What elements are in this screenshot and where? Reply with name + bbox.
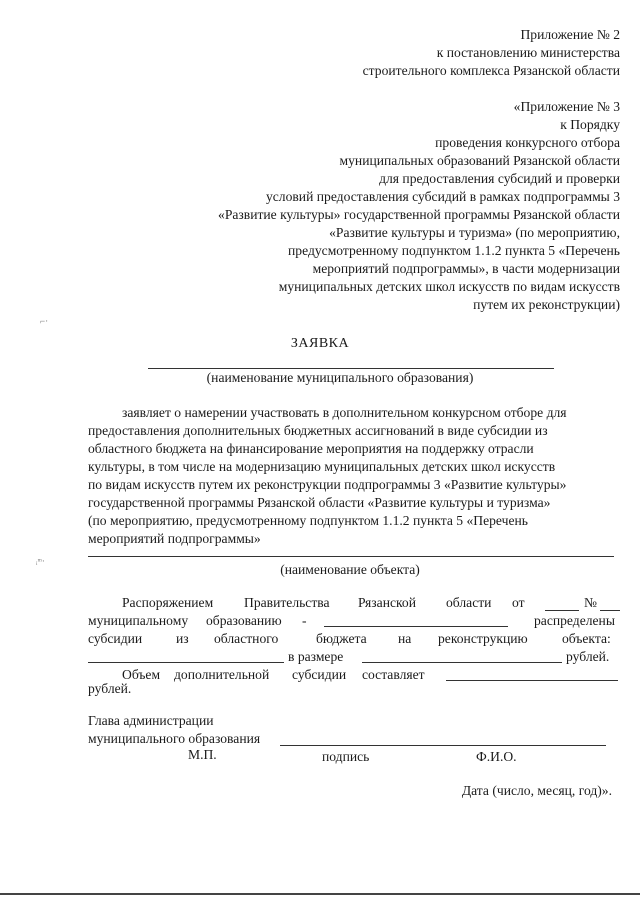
body-line: государственной программы Рязанской области «Развитие культуры и туризма» <box>88 495 551 510</box>
order-word: рублей. <box>88 681 132 696</box>
order-word: Распоряжением <box>122 595 214 610</box>
head-title: Глава администрации <box>88 713 214 728</box>
order-number-sign: № <box>584 595 597 610</box>
page-title: ЗАЯВКА <box>290 336 350 351</box>
fio-label: Ф.И.О. <box>476 749 517 764</box>
order-word: составляет <box>362 667 425 682</box>
header-line: Приложение № 2 <box>520 27 620 42</box>
order-word: бюджета <box>316 631 367 646</box>
appendix-line: условий предоставления субсидий в рамках подпрограммы 3 <box>265 189 620 204</box>
order-word: объекта: <box>562 631 611 646</box>
order-word: - <box>302 613 307 628</box>
additional-subsidy-field[interactable] <box>446 680 618 681</box>
appendix-line: муниципальных детских школ искусств по видам искусств <box>278 279 620 294</box>
appendix-line: «Развитие культуры и туризма» (по мероприятию, <box>329 225 620 240</box>
order-word: Объем <box>122 667 161 682</box>
appendix-line: предусмотренному подпунктом 1.1.2 пункта 5 «Перечень <box>288 243 620 258</box>
body-line: культуры, в том числе на модернизацию муниципальных детских школ искусств <box>88 459 556 474</box>
object-caption: (наименование объекта) <box>280 562 420 577</box>
object-field[interactable] <box>88 662 284 663</box>
order-word: в размере <box>288 649 344 664</box>
order-word: областного <box>214 631 279 646</box>
order-word: образованию <box>206 613 282 628</box>
signature-line[interactable] <box>280 745 606 746</box>
order-word: Рязанской <box>358 595 416 610</box>
page-edge <box>0 893 640 895</box>
body-line: предоставления дополнительных бюджетных ассигнований в виде субсидии из <box>88 423 548 438</box>
municipality-caption: (наименование муниципального образования) <box>206 370 474 385</box>
appendix-line: путем их реконструкции) <box>473 297 620 312</box>
order-word: субсидии <box>292 667 347 682</box>
order-word: рублей. <box>566 649 610 664</box>
municipality-field[interactable] <box>324 626 508 627</box>
order-word: Правительства <box>244 595 330 610</box>
body-line: по видам искусств путем их реконструкции подпрограммы 3 «Развитие культуры» <box>88 477 567 492</box>
amount-field[interactable] <box>362 662 562 663</box>
scan-mark: ⌐· <box>40 316 49 326</box>
appendix-line: к Порядку <box>560 117 620 132</box>
order-word: субсидии <box>88 631 143 646</box>
appendix-line: мероприятий подпрограммы», в части модернизации <box>312 261 620 276</box>
stamp-label: М.П. <box>188 747 217 762</box>
signature-label: подпись <box>322 749 370 764</box>
order-word: на <box>398 631 412 646</box>
appendix-line: «Приложение № 3 <box>513 99 620 114</box>
body-line: мероприятий подпрограммы» <box>88 531 261 546</box>
header-line: к постановлению министерства <box>436 45 620 60</box>
appendix-line: муниципальных образований Рязанской области <box>339 153 620 168</box>
object-name-line[interactable] <box>88 556 614 557</box>
order-word: реконструкцию <box>438 631 528 646</box>
head-title: муниципального образования <box>88 731 261 746</box>
header-line: строительного комплекса Рязанской области <box>362 63 620 78</box>
order-word: распределены <box>534 613 615 628</box>
appendix-line: для предоставления субсидий и проверки <box>379 171 620 186</box>
order-number-field[interactable] <box>600 610 620 611</box>
body-line: областного бюджета на финансирование мероприятия на поддержку отрасли <box>88 441 534 456</box>
appendix-line: «Развитие культуры» государственной программы Рязанской области <box>218 207 620 222</box>
body-line: (по мероприятию, предусмотренному подпунктом 1.1.2 пункта 5 «Перечень <box>88 513 528 528</box>
body-line: заявляет о намерении участвовать в дополнительном конкурсном отборе для <box>122 405 567 420</box>
order-word: от <box>512 595 525 610</box>
scan-mark: ᵢᵐ· <box>36 556 45 566</box>
order-word: муниципальному <box>88 613 189 628</box>
order-date-field[interactable] <box>545 610 579 611</box>
order-word: дополнительной <box>174 667 270 682</box>
order-word: области <box>446 595 492 610</box>
date-label: Дата (число, месяц, год)». <box>461 783 612 798</box>
order-word: из <box>176 631 189 646</box>
appendix-line: проведения конкурсного отбора <box>435 135 620 150</box>
